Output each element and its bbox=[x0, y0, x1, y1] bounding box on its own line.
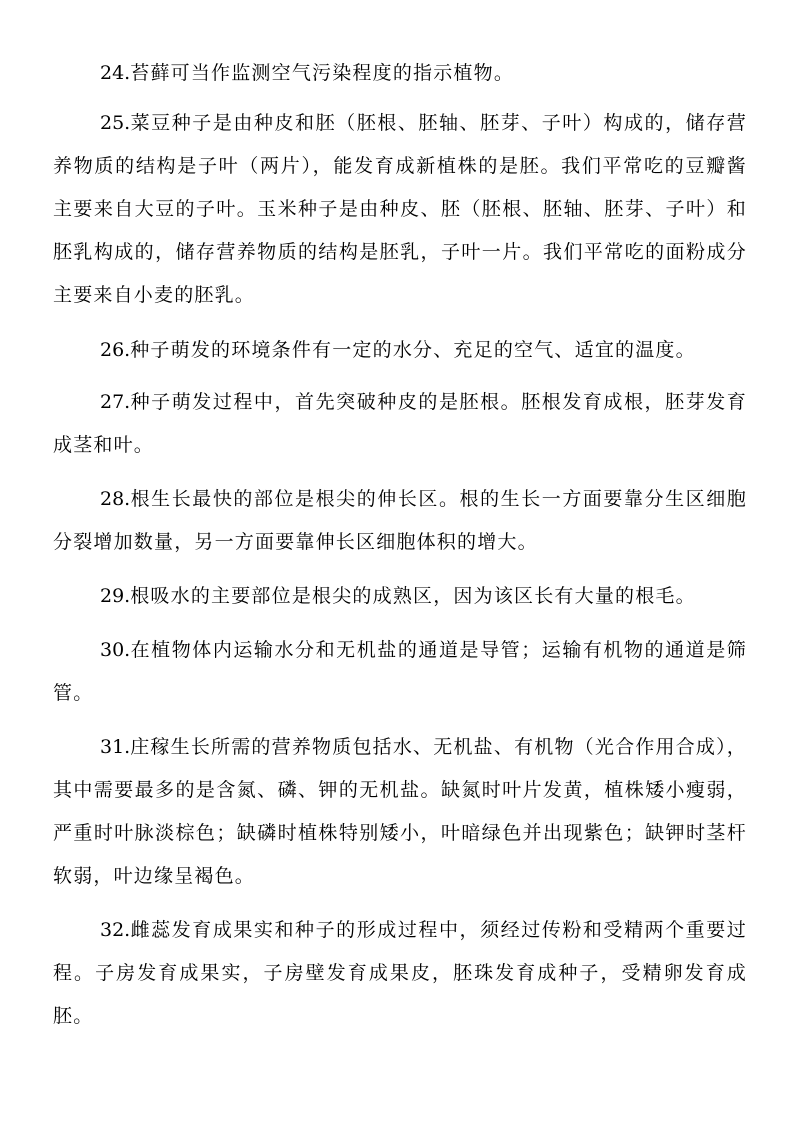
paragraph-28 bbox=[53, 478, 747, 564]
document-body bbox=[53, 52, 747, 1038]
paragraph-30 bbox=[53, 629, 747, 715]
paragraph-27 bbox=[53, 381, 747, 467]
item-text: 根生长最快的部位是根尖的伸长区。根的生长一方面要靠分生区细胞分裂增加数量，另一方面要靠伸长区细胞体积的增大。 bbox=[53, 488, 747, 553]
item-text: 菜豆种子是由种皮和胚（胚根、胚轴、胚芽、子叶）构成的，储存营养物质的结构是子叶（两片），能发育成新植株的是胚。我们平常吃的豆瓣酱主要来自大豆的子叶。玉米种子是由种皮、胚（胚根、胚轴、胚芽、子叶）和胚乳构成的，储存营养物质的结构是胚乳，子叶一片。我们平常吃的面粉成分主要来自小麦的胚乳。 bbox=[53, 112, 747, 306]
item-text: 种子萌发过程中，首先突破种皮的是胚根。胚根发育成根，胚芽发育成茎和叶。 bbox=[53, 391, 747, 456]
item-text: 庄稼生长所需的营养物质包括水、无机盐、有机物（光合作用合成），其中需要最多的是含氮、磷、钾的无机盐。缺氮时叶片发黄，植株矮小瘦弱，严重时叶脉淡棕色；缺磷时植株特别矮小，叶暗绿色并出现紫色；缺钾时茎杆软弱，叶边缘呈褐色。 bbox=[53, 736, 747, 887]
paragraph-24 bbox=[53, 52, 747, 95]
item-number: 26. bbox=[100, 339, 131, 361]
item-number: 32. bbox=[100, 919, 131, 941]
paragraph-29 bbox=[53, 575, 747, 618]
item-text: 种子萌发的环境条件有一定的水分、充足的空气、适宜的温度。 bbox=[130, 339, 696, 361]
item-number: 28. bbox=[100, 488, 131, 510]
item-number: 29. bbox=[100, 585, 131, 607]
item-number: 25. bbox=[100, 112, 131, 134]
item-text: 苔藓可当作监测空气污染程度的指示植物。 bbox=[130, 62, 515, 84]
item-text: 在植物体内运输水分和无机盐的通道是导管；运输有机物的通道是筛管。 bbox=[53, 639, 747, 704]
paragraph-26 bbox=[53, 329, 747, 372]
item-number: 24. bbox=[100, 62, 131, 84]
paragraph-25 bbox=[53, 102, 747, 317]
item-number: 30. bbox=[100, 639, 131, 661]
item-text: 雌蕊发育成果实和种子的形成过程中，须经过传粉和受精两个重要过程。子房发育成果实，子房壁发育成果皮，胚珠发育成种子，受精卵发育成胚。 bbox=[53, 919, 747, 1027]
item-text: 根吸水的主要部位是根尖的成熟区，因为该区长有大量的根毛。 bbox=[130, 585, 696, 607]
item-number: 27. bbox=[100, 391, 131, 413]
paragraph-32 bbox=[53, 909, 747, 1038]
item-number: 31. bbox=[100, 736, 131, 758]
paragraph-31 bbox=[53, 726, 747, 898]
